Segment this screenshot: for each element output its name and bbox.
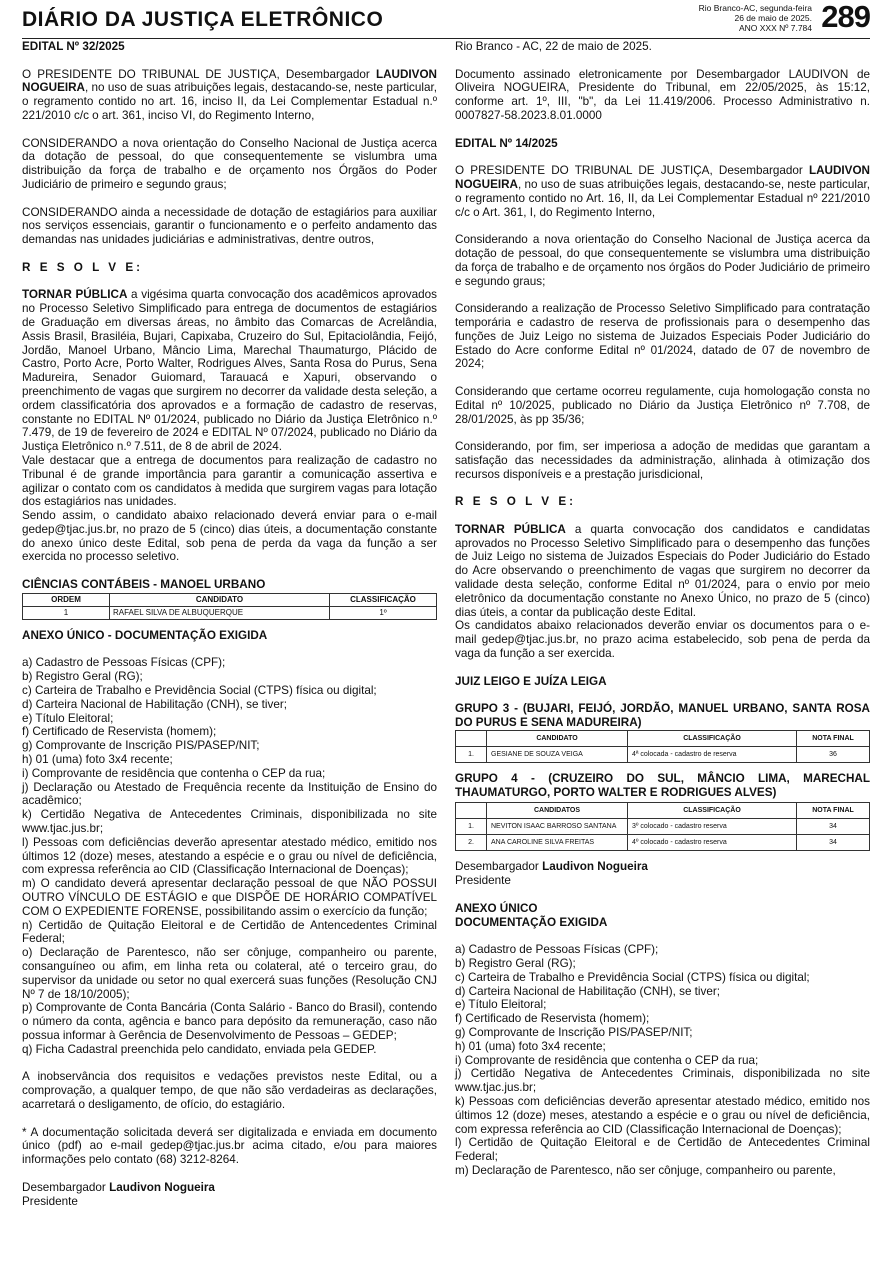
list-item: d) Carteira Nacional de Habilitação (CNH), se tiver;: [455, 984, 721, 998]
list-item: n) Certidão de Quitação Eleitoral e de Certidão de Antencedentes Criminal Federal;: [22, 918, 437, 946]
table-header: CLASSIFICAÇÃO: [628, 730, 797, 746]
edital-14-considerando-4: Considerando, por fim, ser imperiosa a adoção de medidas que garantam a satisfação das necessidades da administração, alinhada à otimização dos recursos disponíveis e a prestação jurisdicional,: [455, 440, 870, 481]
list-item: a) Cadastro de Pessoas Físicas (CPF);: [22, 656, 226, 670]
list-item: l) Certidão de Quitação Eleitoral e de Certidão de Antecedentes Criminal Federal;: [455, 1136, 870, 1164]
contabeis-table-title: CIÊNCIAS CONTÁBEIS - MANOEL URBANO: [22, 578, 266, 592]
list-item: q) Ficha Cadastral preenchida pelo candidato, enviada pela GEDEP.: [22, 1042, 377, 1056]
table-cell: 36: [797, 746, 870, 762]
table-header: [456, 730, 487, 746]
list-item: e) Título Eleitoral;: [455, 998, 547, 1012]
edital-32-sendo-assim: Sendo assim, o candidato abaixo relacionado deverá enviar para o e-mail gedep@tjac.jus.br, no prazo de 5 (cinco) dias úteis, a documentação constante do anexo único deste Edital, sob pena de perda da vaga da função a ser exercida no processo seletivo.: [22, 509, 437, 564]
list-item: c) Carteira de Trabalho e Previdência Social (CTPS) física ou digital;: [455, 970, 810, 984]
anexo-unico-title: ANEXO ÚNICO: [455, 901, 538, 915]
table-cell: 34: [797, 835, 870, 851]
list-item: f) Certificado de Reservista (homem);: [22, 725, 217, 739]
list-item: e) Título Eleitoral;: [22, 711, 114, 725]
grupo-3-title: GRUPO 3 - (BUJARI, FEIJÓ, JORDÃO, MANUEL URBANO, SANTA ROSA DO PURUS E SENA MADUREIRA): [455, 702, 870, 730]
footnote-text: * A documentação solicitada deverá ser digitalizada e enviada em documento único (pdf) ao e-mail gedep@tjac.jus.br acima citado, e/ou para maiores informações pelo contato (68) 3212-8264.: [22, 1125, 437, 1167]
president-name: LAUDIVON NOGUEIRA: [22, 67, 437, 95]
table-header: CLASSIFICAÇÃO: [628, 803, 797, 819]
table-cell: 34: [797, 819, 870, 835]
list-item: b) Registro Geral (RG);: [22, 670, 143, 684]
right-column: [455, 40, 870, 1178]
list-item: i) Comprovante de residência que contenha o CEP da rua;: [22, 766, 326, 780]
signature-role: Presidente: [22, 1194, 78, 1208]
list-item: m) O candidato deverá apresentar declaração pessoal de que NÃO POSSUI OUTRO VÍNCULO DE ESTÁGIO e que DISPÕE DE HORÁRIO COMPATÍVEL COM O EXPEDIENTE FORENSE, possibilitando assim o exercício da função;: [22, 877, 437, 918]
edital-32-title: EDITAL Nº 32/2025: [22, 40, 125, 53]
edital-32-tornar-publica: TORNAR PÚBLICA a vigésima quarta convocação dos acadêmicos aprovados no Processo Seletivo Simplificado para entrega de documentos de estagiários de Graduação em diversas áreas, no âmbito das Comarcas de Acrelândia, Assis Brasil, Brasiléia, Bujari, Capixaba, Cruzeiro do Sul, Epitaciolândia, Feijó, Jordão, Manoel Urbano, Mâncio Lima, Marechal Thaumaturgo, Plácido de Castro, Porto Acre, Porto Walter, Rodrigues Alves, Santa Rosa do Purus, Sena Madureira, Senador Guiomard, Tarauacá e Xapuri, observando o preenchimento de vagas que surgirem no decorrer da validade desta seleção, a ordem classificatória dos aprovados e a formação de cadastro de reservas, constante no EDITAL Nº 01/2024, publicado no Diário da Justiça Eletrônico n.º 7.479, de 19 de fevereiro de 2024 e EDITAL Nº 07/2024, publicado no Diário da Justiça Eletrônico n.º 7.511, de 8 de abril de 2024.: [22, 288, 437, 454]
list-item: o) Declaração de Parentesco, não ser cônjuge, companheiro ou parente, consanguíneo ou afim, em linha reta ou colateral, até o terceiro grau, do supervisor da unidade ou setor no qual exercerá suas funções (Resolução CNJ Nº 7 de 18/10/2005);: [22, 946, 437, 1001]
table-header: NOTA FINAL: [797, 730, 870, 746]
table-header: CANDIDATOS: [487, 803, 628, 819]
list-item: i) Comprovante de residência que contenha o CEP da rua;: [455, 1053, 759, 1067]
edital-14-considerando-3: Considerando que certame ocorreu regulamente, cuja homologação consta no Edital nº 10/2025, publicado no Diário da Justiça Eletrônico nº 7.708, de 28/01/2025, às pp 35/36;: [455, 384, 870, 426]
anexo-unico-subtitle: DOCUMENTAÇÃO EXIGIDA: [455, 915, 608, 929]
list-item: l) Pessoas com deficiências deverão apresentar atestado médico, emitido nos últimos 12 (doze) meses, atestando a espécie e o grau ou nível de deficiência, com expressa referência ao CID (Classificação Internacional de Doenças);: [22, 835, 437, 877]
table-row: [456, 819, 870, 835]
issue-edition: ANO XXX Nº 7.784: [738, 23, 812, 33]
table-cell: 1º: [330, 606, 437, 619]
table-row: [23, 606, 437, 619]
edital-32-considerando-1: CONSIDERANDO a nova orientação do Conselho Nacional de Justiça acerca da dotação de pessoal, do que consequentemente se vislumbra uma distribuição da força de trabalho e de orçamento nos Órgãos do Poder Judiciário de primeiro e segundo graus;: [22, 136, 437, 191]
edital-14-intro: O PRESIDENTE DO TRIBUNAL DE JUSTIÇA, Desembargador LAUDIVON NOGUEIRA, no uso de suas atribuições legais, destacando-se, neste particular, o regramento contido no Art. 16, II, da Lei Complementar Estadual nº 221/2010 c/c o Art. 361, I, do Regimento Interno,: [455, 164, 870, 219]
table-cell: RAFAEL SILVA DE ALBUQUERQUE: [110, 606, 330, 619]
edital-32-intro: O PRESIDENTE DO TRIBUNAL DE JUSTIÇA, Desembargador LAUDIVON NOGUEIRA, no uso de suas atribuições legais, destacando-se, neste particular, o regramento contido no art. 16, inciso II, da Lei Complementar Estadual n.º 221/2010 c/c o art. 361, inciso VI, do Regimento Interno,: [22, 67, 437, 122]
list-item: h) 01 (uma) foto 3x4 recente;: [22, 753, 173, 767]
issue-meta: [699, 3, 812, 33]
list-item: j) Certidão Negativa de Antecedentes Criminais, disponibilizada no site www.tjac.jus.br;: [455, 1067, 870, 1095]
inobservancia-text: A inobservância dos requisitos e vedações previstos neste Edital, ou a comprovação, a qualquer tempo, de que não são verdadeiras as declarações, acarretará o desligamento, de ofício, do estagiário.: [22, 1070, 437, 1111]
list-item: g) Comprovante de Inscrição PIS/PASEP/NIT;: [22, 739, 260, 753]
list-item: b) Registro Geral (RG);: [455, 957, 576, 971]
list-item: c) Carteira de Trabalho e Previdência Social (CTPS) física ou digital;: [22, 684, 377, 698]
issue-date: 26 de maio de 2025.: [734, 13, 812, 23]
page-number: 289: [821, 0, 870, 34]
table-cell: 4ª colocada - cadastro de reserva: [628, 746, 797, 762]
signature-role: Presidente: [455, 874, 511, 888]
table-header: CANDIDATO: [110, 593, 330, 606]
list-item: h) 01 (uma) foto 3x4 recente;: [455, 1039, 606, 1053]
list-item: a) Cadastro de Pessoas Físicas (CPF);: [455, 943, 659, 957]
grupo-4-table: [455, 802, 870, 851]
table-header: CANDIDATO: [487, 730, 628, 746]
list-item: d) Carteira Nacional de Habilitação (CNH), se tiver;: [22, 697, 288, 711]
table-cell: 1: [23, 606, 110, 619]
list-item: f) Certificado de Reservista (homem);: [455, 1012, 650, 1026]
table-header: [456, 803, 487, 819]
list-item: k) Certidão Negativa de Antecedentes Criminais, disponibilizada no site www.tjac.jus.br;: [22, 808, 437, 836]
president-name: LAUDIVON NOGUEIRA: [455, 164, 870, 191]
list-item: m) Declaração de Parentesco, não ser cônjuge, companheiro ou parente,: [455, 1163, 836, 1177]
left-column: [22, 40, 437, 1208]
edital-32-considerando-2: CONSIDERANDO ainda a necessidade de dotação de estagiários para auxiliar nos serviços essenciais, garantir o funcionamento e o perfeito andamento das demandas nas unidades judiciárias e administrativas, dentre outros,: [22, 205, 437, 247]
table-row: [456, 746, 870, 762]
edital-14-considerando-2: Considerando a realização de Processo Seletivo Simplificado para contratação temporária e cadastro de reserva de profissionais para o desempenho das funções de Juiz Leigo no sistema de Juizados Especiais Poder Judiciário do Estado do Acre conforme Edital nº 01/2024, datado de 07 de novembro de 2024;: [455, 302, 870, 371]
signature-name: Desembargador Laudivon Nogueira: [22, 1180, 215, 1194]
electronic-signature-note: Documento assinado eletronicamente por Desembargador LAUDIVON de Oliveira NOGUEIRA, Presidente do Tribunal, em 22/05/2025, às 15:12, conforme art. 1º, III, "b", da Lei 11.419/2006. Processo Administrativo n. 0007827-58.2023.8.01.0000: [455, 67, 870, 122]
juiz-leigo-title: JUIZ LEIGO E JUÍZA LEIGA: [455, 674, 607, 688]
table-cell: ANA CAROLINE SILVA FREITAS: [487, 835, 628, 851]
list-item: j) Declaração ou Atestado de Frequência recente da Instituição de Ensino do acadêmico;: [22, 780, 437, 808]
place-date: Rio Branco - AC, 22 de maio de 2025.: [455, 40, 652, 53]
issue-place: Rio Branco-AC, segunda-feira: [698, 3, 812, 13]
header-divider: [22, 38, 870, 39]
grupo-3-table: [455, 730, 870, 763]
edital-14-considerando-1: Considerando a nova orientação do Conselho Nacional de Justiça acerca da dotação de pessoal, do que consequentemente se vislumbra uma distribuição da força de trabalho e de orçamento nos órgãos do Poder Judiciário de primeiro e segundo graus;: [455, 233, 870, 288]
list-item: g) Comprovante de Inscrição PIS/PASEP/NIT;: [455, 1026, 693, 1039]
table-header: NOTA FINAL: [797, 803, 870, 819]
table-header: ORDEM: [23, 593, 110, 606]
anexo-unico-title: ANEXO ÚNICO - DOCUMENTAÇÃO EXIGIDA: [22, 628, 268, 642]
table-header: CLASSIFICAÇÃO: [330, 593, 437, 606]
table-cell: NEVITON ISAAC BARROSO SANTANA: [487, 819, 628, 835]
edital-14-resolve: R E S O L V E:: [455, 495, 577, 509]
edital-32-vale-destacar: Vale destacar que a entrega de documentos para realização de cadastro no Tribunal é de grande importância para garantir a comunicação assertiva e agilizar o contato com os candidatos à medida que surgirem vagas para lotação dos estagiários nas unidades.: [22, 453, 437, 509]
table-cell: 1.: [456, 819, 487, 835]
documents-list: [455, 943, 870, 1178]
table-cell: 3º colocado - cadastro reserva: [628, 819, 797, 835]
list-item: k) Pessoas com deficiências deverão apresentar atestado médico, emitido nos últimos 12 (doze) meses, atestando a espécie e o grau ou nível de deficiência, com expressa referência ao CID (Classificação Internacional de Doenças);: [455, 1094, 870, 1136]
documents-list: [22, 656, 437, 1056]
edital-32-resolve: R E S O L V E:: [22, 260, 144, 274]
signature-name: Desembargador Laudivon Nogueira: [455, 860, 648, 874]
journal-title: DIÁRIO DA JUSTIÇA ELETRÔNICO: [22, 8, 384, 31]
edital-14-tornar-publica: TORNAR PÚBLICA a quarta convocação dos candidatos e candidatas aprovados no Processo Seletivo Simplificado para o desempenho das funções de Juiz Leigo no sistema de Juizados Especiais do Poder Judiciário do Estado do Acre observando o preenchimento de vagas que surgirem no decorrer da validade desta seleção, conforme Edital nº 01/2024, para o envio por meio eletrônico da documentação constante no Anexo Único, no prazo de 5 (cinco) dias úteis, a contar da publicação deste Edital.: [455, 522, 870, 619]
table-cell: 4º colocado - cadastro reserva: [628, 835, 797, 851]
table-row: [456, 835, 870, 851]
table-cell: GESIANE DE SOUZA VEIGA: [487, 746, 628, 762]
edital-14-os-candidatos: Os candidatos abaixo relacionados deverão enviar os documentos para o e-mail gedep@tjac.jus.br, no prazo acima estabelecido, sob pena de perda da vaga da função a ser exercida.: [455, 619, 870, 661]
grupo-4-title: GRUPO 4 - (CRUZEIRO DO SUL, MÂNCIO LIMA, MARECHAL THAUMATURGO, PORTO WALTER E RODRIGUES ALVES): [455, 771, 870, 799]
list-item: p) Comprovante de Conta Bancária (Conta Salário - Banco do Brasil), contendo o número da conta, agência e banco para depósito da remuneração, caso não possua informar à Gerência de Desenvolvimento de Pessoas – GEDEP;: [22, 1001, 437, 1042]
edital-14-title: EDITAL Nº 14/2025: [455, 136, 558, 150]
table-cell: 2.: [456, 835, 487, 851]
contabeis-table: [22, 593, 437, 620]
table-cell: 1.: [456, 746, 487, 762]
